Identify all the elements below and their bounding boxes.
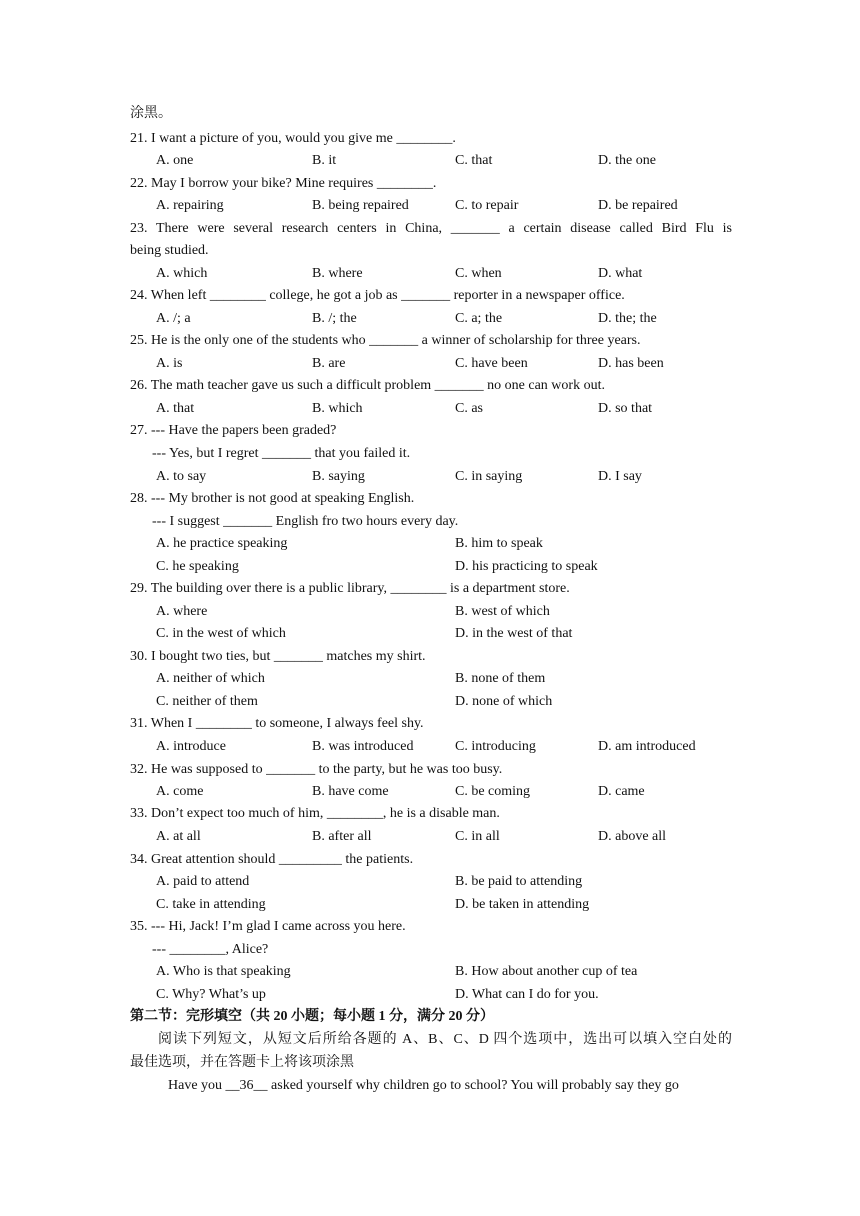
question-23-line2: being studied. xyxy=(130,243,209,258)
q30-option-c: C. neither of them xyxy=(156,694,258,709)
q34-option-c: C. take in attending xyxy=(156,897,266,912)
question-33: 33. Don’t expect too much of him, ________, he is a disable man. xyxy=(130,806,500,821)
q24-option-d: D. the; the xyxy=(598,311,657,326)
q32-option-d: D. came xyxy=(598,784,645,799)
q28-option-d: D. his practicing to speak xyxy=(455,559,598,574)
q21-option-d: D. the one xyxy=(598,153,656,168)
q21-option-c: C. that xyxy=(455,153,493,168)
section-instruction-line2: 最佳选项，并在答题卡上将该项涂黑 xyxy=(130,1055,354,1070)
q31-option-a: A. introduce xyxy=(156,739,226,754)
q33-option-d: D. above all xyxy=(598,829,667,844)
question-35-line2: --- ________, Alice? xyxy=(152,942,269,957)
q24-option-c: C. a; the xyxy=(455,311,503,326)
q32-option-b: B. have come xyxy=(312,784,389,799)
question-35: 35. --- Hi, Jack! I’m glad I came across you here. xyxy=(130,919,406,934)
question-24: 24. When left ________ college, he got a job as _______ reporter in a newspaper office. xyxy=(130,288,625,303)
q27-option-c: C. in saying xyxy=(455,469,523,484)
q23-option-a: A. which xyxy=(156,266,208,281)
q26-option-b: B. which xyxy=(312,401,363,416)
q35-option-d: D. What can I do for you. xyxy=(455,987,599,1002)
question-32: 32. He was supposed to _______ to the party, but he was too busy. xyxy=(130,762,503,777)
q22-option-d: D. be repaired xyxy=(598,198,678,213)
q35-option-a: A. Who is that speaking xyxy=(156,964,291,979)
q27-option-a: A. to say xyxy=(156,469,207,484)
q35-option-c: C. Why? What’s up xyxy=(156,987,266,1002)
q21-option-a: A. one xyxy=(156,153,194,168)
q35-option-b: B. How about another cup of tea xyxy=(455,964,638,979)
q27-option-d: D. I say xyxy=(598,469,642,484)
question-22: 22. May I borrow your bike? Mine requires ________. xyxy=(130,176,437,191)
q26-option-c: C. as xyxy=(455,401,483,416)
q23-option-d: D. what xyxy=(598,266,643,281)
q27-option-b: B. saying xyxy=(312,469,365,484)
q23-option-c: C. when xyxy=(455,266,502,281)
question-27: 27. --- Have the papers been graded? xyxy=(130,423,337,438)
passage-first-line: Have you __36__ asked yourself why children go to school? You will probably say they go xyxy=(168,1078,679,1093)
q33-option-a: A. at all xyxy=(156,829,201,844)
question-29: 29. The building over there is a public library, ________ is a department store. xyxy=(130,581,570,596)
section-heading: 第二节：完形填空（共 20 小题；每小题 1 分，满分 20 分） xyxy=(130,1009,494,1024)
q32-option-a: A. come xyxy=(156,784,204,799)
q26-option-d: D. so that xyxy=(598,401,653,416)
q23-option-b: B. where xyxy=(312,266,363,281)
q31-option-b: B. was introduced xyxy=(312,739,414,754)
q33-option-b: B. after all xyxy=(312,829,372,844)
top-fragment: 涂黑。 xyxy=(130,106,172,121)
q30-option-a: A. neither of which xyxy=(156,671,265,686)
q28-option-c: C. he speaking xyxy=(156,559,239,574)
q33-option-c: C. in all xyxy=(455,829,500,844)
q26-option-a: A. that xyxy=(156,401,195,416)
q32-option-c: C. be coming xyxy=(455,784,531,799)
section-instruction-line1: 阅读下列短文，从短文后所给各题的 A、B、C、D 四个选项中，选出可以填入空白处的 xyxy=(158,1032,732,1047)
q31-option-d: D. am introduced xyxy=(598,739,696,754)
question-26: 26. The math teacher gave us such a difficult problem _______ no one can work out. xyxy=(130,378,605,393)
question-23: 23. There were several research centers in China, _______ a certain disease called Bird Flu is xyxy=(130,221,733,236)
q29-option-a: A. where xyxy=(156,604,208,619)
q25-option-b: B. are xyxy=(312,356,346,371)
q24-option-a: A. /; a xyxy=(156,311,191,326)
q29-option-d: D. in the west of that xyxy=(455,626,573,641)
q34-option-b: B. be paid to attending xyxy=(455,874,583,889)
question-28-line2: --- I suggest _______ English fro two hours every day. xyxy=(152,514,459,529)
question-30: 30. I bought two ties, but _______ matches my shirt. xyxy=(130,649,426,664)
q31-option-c: C. introducing xyxy=(455,739,536,754)
q22-option-b: B. being repaired xyxy=(312,198,409,213)
q25-option-a: A. is xyxy=(156,356,183,371)
question-28: 28. --- My brother is not good at speaking English. xyxy=(130,491,415,506)
question-31: 31. When I ________ to someone, I always feel shy. xyxy=(130,716,424,731)
q34-option-d: D. be taken in attending xyxy=(455,897,590,912)
q25-option-d: D. has been xyxy=(598,356,664,371)
q30-option-d: D. none of which xyxy=(455,694,553,709)
question-34: 34. Great attention should _________ the patients. xyxy=(130,852,414,867)
q28-option-a: A. he practice speaking xyxy=(156,536,288,551)
q24-option-b: B. /; the xyxy=(312,311,357,326)
q22-option-a: A. repairing xyxy=(156,198,224,213)
q30-option-b: B. none of them xyxy=(455,671,546,686)
q28-option-b: B. him to speak xyxy=(455,536,543,551)
q34-option-a: A. paid to attend xyxy=(156,874,250,889)
q29-option-b: B. west of which xyxy=(455,604,550,619)
q29-option-c: C. in the west of which xyxy=(156,626,286,641)
question-25: 25. He is the only one of the students who _______ a winner of scholarship for three years. xyxy=(130,333,641,348)
q22-option-c: C. to repair xyxy=(455,198,519,213)
q21-option-b: B. it xyxy=(312,153,337,168)
question-21: 21. I want a picture of you, would you give me ________. xyxy=(130,131,456,146)
blank-36: __36__ xyxy=(225,1078,268,1093)
q25-option-c: C. have been xyxy=(455,356,528,371)
question-27-line2: --- Yes, but I regret _______ that you failed it. xyxy=(152,446,411,461)
